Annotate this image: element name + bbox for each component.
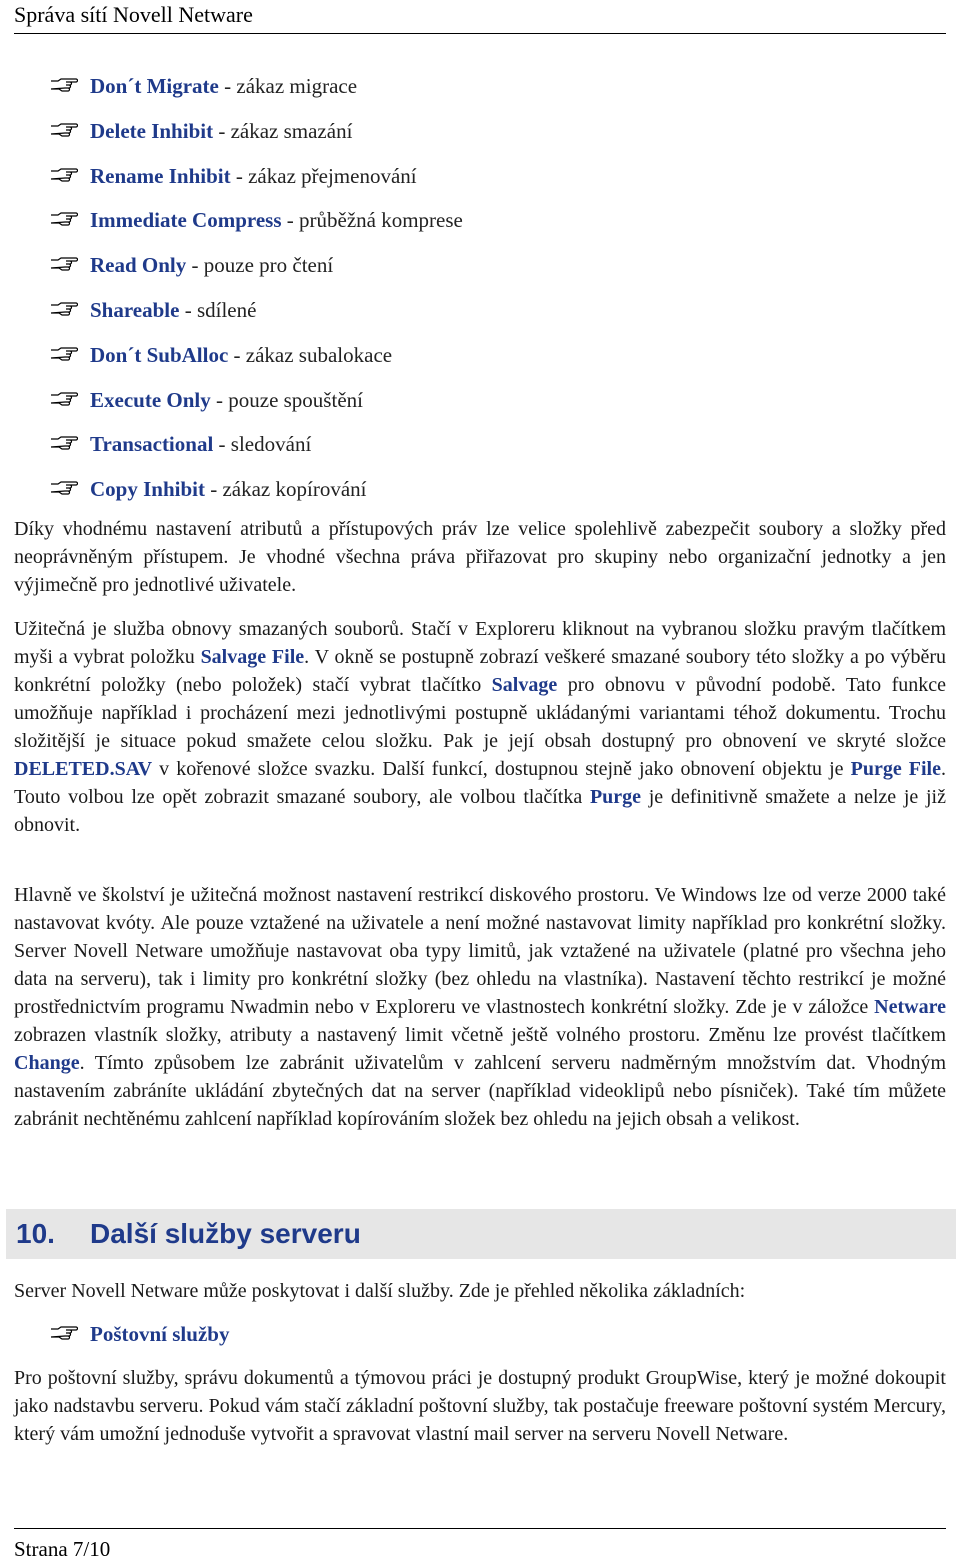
paragraph-mail: Pro poštovní služby, správu dokumentů a týmovou práci je dostupný produkt GroupWise, který je možné dokoupit jako nadstavbu serveru. Pokud vám stačí základní poštovní služby, tak postačuje freeware poštovní systém Mercury, který vám umožní jednoduše vytvořit a spravovat vlastní mail server na serveru Novell Netware. bbox=[14, 1367, 946, 1445]
attribute-term: Don´t Migrate bbox=[90, 74, 219, 98]
pointing-hand-icon bbox=[50, 435, 78, 451]
paragraph-salvage bbox=[14, 615, 946, 839]
mail-services-term: Poštovní služby bbox=[90, 1322, 230, 1346]
attribute-term: Immediate Compress bbox=[90, 208, 282, 233]
pointing-hand-icon bbox=[50, 1325, 78, 1341]
paragraph-rights bbox=[14, 515, 946, 599]
pointing-hand-icon bbox=[50, 301, 78, 317]
list-item bbox=[50, 247, 930, 292]
attribute-term: Delete Inhibit bbox=[90, 118, 214, 143]
attribute-desc: - zákaz smazání bbox=[213, 118, 353, 143]
paragraph-sentence: Je vhodné všechna práva přiřazovat pro skupiny nebo organizační jednotky a jen výjimečně pro jednotlivé uživatele. bbox=[14, 546, 947, 596]
list-item bbox=[50, 382, 930, 427]
list-item bbox=[50, 202, 930, 247]
section-number: 10. bbox=[16, 1218, 55, 1249]
attribute-term: Shareable bbox=[90, 297, 180, 322]
attribute-desc: - zákaz přejmenování bbox=[230, 163, 417, 188]
attribute-term: Don´t SubAlloc bbox=[90, 342, 229, 367]
keyword-purge-file: Purge File bbox=[850, 758, 941, 780]
keyword-salvage-file: Salvage File bbox=[200, 646, 305, 668]
attribute-term: Rename Inhibit bbox=[90, 163, 231, 188]
text-run: v kořenové složce svazku. Další funkcí, dostupnou stejně jako obnovení objektu je bbox=[152, 758, 851, 780]
text-run: Užitečná je služba obnovy smazaných souborů. Stačí v Exploreru kliknout na vybranou složku pravým tlačítkem myši a vybrat položku bbox=[14, 618, 946, 668]
pointing-hand-icon bbox=[50, 122, 78, 138]
list-item bbox=[50, 158, 930, 203]
attribute-desc: - sdílené bbox=[179, 297, 257, 322]
pointing-hand-icon bbox=[50, 256, 78, 272]
attribute-desc: - sledování bbox=[213, 432, 312, 457]
attribute-list bbox=[50, 68, 930, 516]
paragraph-services-intro: Server Novell Netware může poskytovat i další služby. Zde je přehled několika základních: bbox=[14, 1280, 746, 1302]
text-run: pro obnovu v původní podobě. Tato funkce umožňuje například i procházení mezi jednotlivými postupně ukládanými variantami téhož dokumentu. Trochu složitější je situace pokud smažete celou složku. Pak je její obsah dostupný pro obnovení ve skryté složce bbox=[14, 674, 946, 752]
list-item bbox=[50, 337, 930, 382]
attribute-term: Transactional bbox=[90, 432, 214, 457]
text-run: je definitivně smažete a nelze je již obnovit. bbox=[14, 786, 946, 836]
paragraph-quotas bbox=[14, 881, 946, 1133]
page-number: Strana 7/10 bbox=[14, 1537, 111, 1561]
text-run: . Tímto způsobem lze zabránit uživatelům v zahlcení serveru nadměrným množstvím dat. Vhodným nastavením zabráníte ukládání zbytečných dat na server (například videoklipů nebo písniček). Také tím můžete zabránit nechtěnému zahlcení například kopírováním složek bez ohledu na jejich obsah a velikost. bbox=[14, 1052, 946, 1130]
pointing-hand-icon bbox=[50, 167, 78, 183]
attribute-desc: - pouze pro čtení bbox=[186, 253, 334, 278]
paragraph-sentence: Díky vhodnému nastavení atributů a přístupových práv lze velice spolehlivě zabezpečit soubory a složky před neoprávněným přístupem. bbox=[14, 518, 946, 568]
header-divider bbox=[14, 33, 946, 34]
keyword-change: Change bbox=[14, 1052, 80, 1074]
text-run: . Touto volbou lze opět zobrazit smazané soubory, ale volbou tlačítka bbox=[14, 758, 946, 808]
page-header-title: Správa sítí Novell Netware bbox=[14, 2, 253, 27]
list-item bbox=[50, 292, 930, 337]
footer-divider bbox=[14, 1528, 946, 1529]
pointing-hand-icon bbox=[50, 346, 78, 362]
attribute-term: Read Only bbox=[90, 253, 187, 278]
pointing-hand-icon bbox=[50, 480, 78, 496]
attribute-term: Copy Inhibit bbox=[90, 477, 205, 502]
attribute-desc: - pouze spouštění bbox=[210, 387, 363, 412]
attribute-desc: - zákaz kopírování bbox=[204, 477, 367, 502]
attribute-desc: - zákaz migrace bbox=[218, 74, 358, 98]
list-item bbox=[50, 426, 930, 471]
attribute-desc: - průběžná komprese bbox=[281, 208, 463, 233]
pointing-hand-icon bbox=[50, 77, 78, 93]
text-run: Hlavně ve školství je užitečná možnost nastavení restrikcí diskového prostoru. Ve Windows lze od verze 2000 také nastavovat kvóty. Ale pouze vztažené na uživatele a není možné nastavovat limity například pro konkrétní složky. Server Novell Netware umožňuje nastavovat oba typy limitů, jak vztažené na uživatele (platné pro všechna jeho data na serveru), tak i limity pro konkrétní složky (bez ohledu na vlastníka). Nastavení těchto restrikcí je možné prostřednictvím programu Nwadmin nebo v Exploreru ve vlastnostech konkrétní složky. Zde je v záložce bbox=[14, 884, 946, 1018]
pointing-hand-icon bbox=[50, 211, 78, 227]
keyword-netware-tab: Netware bbox=[874, 996, 946, 1018]
list-item bbox=[50, 1316, 650, 1352]
text-run: zobrazen vlastník složky, atributy a nastavený limit včetně ještě volného prostoru. Změnu lze provést tlačítkem bbox=[14, 1024, 946, 1046]
attribute-desc: - zákaz subalokace bbox=[228, 342, 393, 367]
list-item bbox=[50, 113, 930, 158]
text-run: . V okně se postupně zobrazí veškeré smazané soubory této složky a po výběru konkrétní položky (nebo položek) stačí vybrat tlačítko bbox=[14, 646, 947, 696]
keyword-deleted-sav: DELETED.SAV bbox=[14, 758, 153, 780]
list-item bbox=[50, 68, 930, 113]
list-item bbox=[50, 471, 930, 516]
keyword-purge: Purge bbox=[589, 786, 642, 808]
section-title: Další služby serveru bbox=[90, 1218, 361, 1249]
attribute-term: Execute Only bbox=[90, 387, 211, 412]
pointing-hand-icon bbox=[50, 391, 78, 407]
keyword-salvage: Salvage bbox=[491, 674, 558, 696]
